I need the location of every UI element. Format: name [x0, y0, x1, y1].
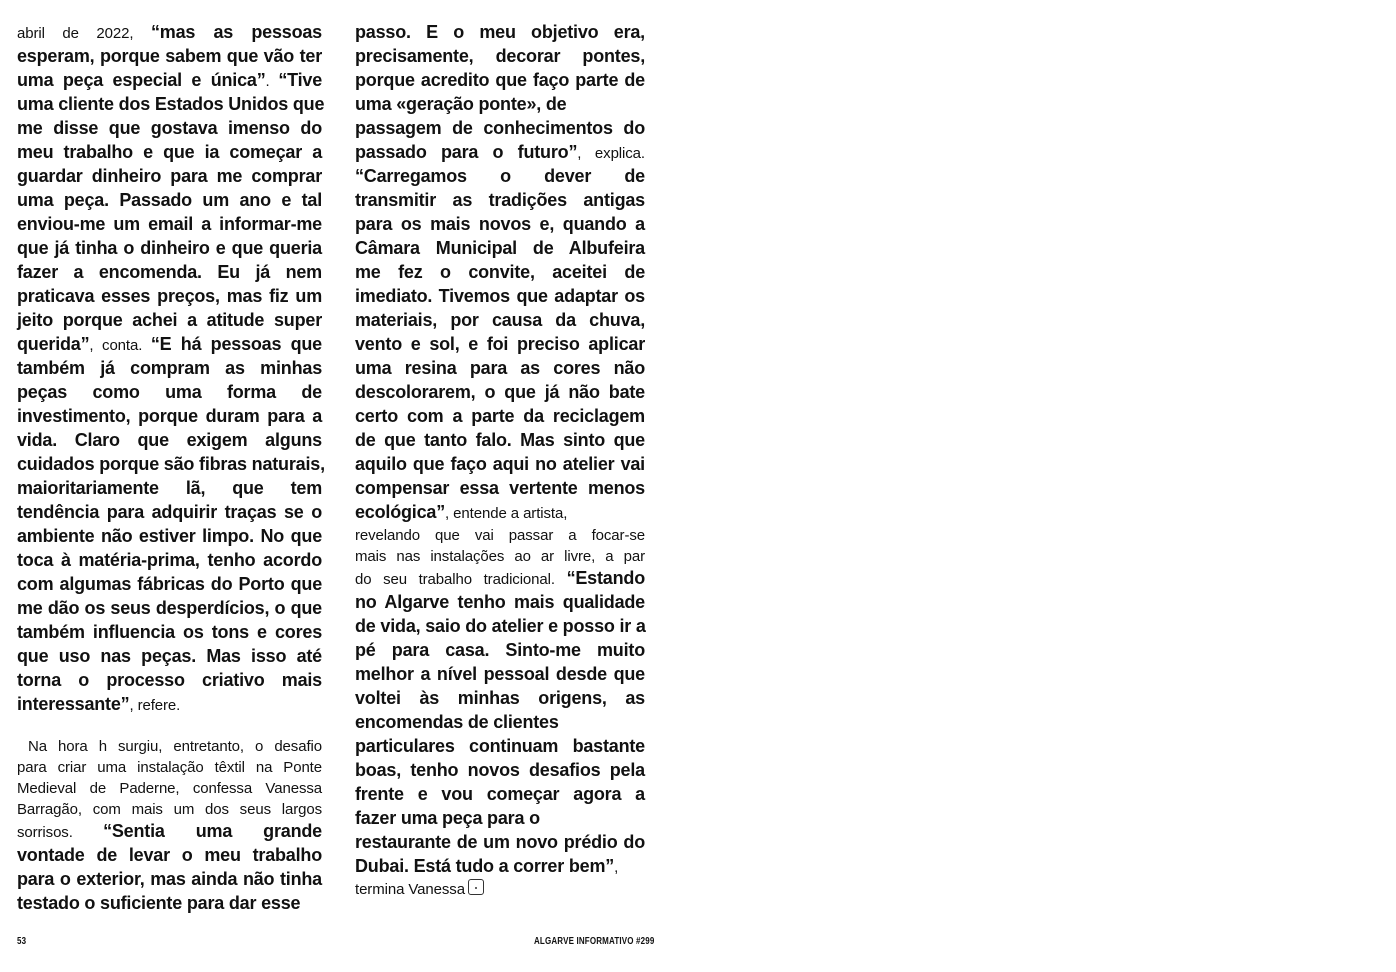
text-line — [355, 614, 645, 638]
narration-text: para criar uma instalação têxtil na Ponte — [17, 759, 322, 776]
text-line — [17, 644, 322, 668]
quote-text: investimento, porque duram para a — [17, 406, 322, 426]
quote-text: me dão os seus desperdícios, o que — [17, 598, 322, 618]
text-line — [355, 590, 645, 614]
text-line — [17, 428, 322, 452]
quote-text: me fez o convite, aceitei de — [355, 262, 645, 282]
text-line — [17, 260, 322, 284]
text-line — [355, 356, 645, 380]
quote-text: frente e vou começar agora a — [355, 784, 645, 804]
quote-text: voltei às minhas origens, as — [355, 688, 645, 708]
narration-text: , conta. — [89, 337, 151, 354]
narration-text: Na hora h surgiu, entretanto, o desafio — [28, 738, 322, 755]
text-line — [17, 867, 322, 891]
narration-text: abril de 2022, — [17, 25, 151, 42]
text-line — [17, 548, 322, 572]
quote-text: uma «geração ponte», de — [355, 94, 567, 114]
quote-text: ambiente não estiver limpo. No que — [17, 526, 322, 546]
text-line — [17, 891, 322, 915]
quote-text: que já tinha o dinheiro e que queria — [17, 238, 322, 258]
quote-text: para os mais novos e, quando a — [355, 214, 645, 234]
text-line — [17, 524, 322, 548]
quote-text: transmitir as tradições antigas — [355, 190, 645, 210]
text-line — [17, 380, 322, 404]
text-line — [17, 236, 322, 260]
text-line — [17, 500, 322, 524]
quote-text: aquilo que faço aqui no atelier vai — [355, 454, 645, 474]
text-line — [17, 284, 322, 308]
quote-text: toca à matéria-prima, tenho acordo — [17, 550, 322, 570]
quote-text: “Carregamos o dever de — [355, 166, 645, 186]
text-line — [355, 428, 645, 452]
narration-text: termina Vanessa — [355, 881, 465, 898]
quote-text: que uso nas peças. Mas isso até — [17, 646, 322, 666]
quote-text: testado o suficiente para dar esse — [17, 893, 301, 913]
quote-text: enviou-me um email a informar-me — [17, 214, 322, 234]
text-line — [355, 686, 645, 710]
quote-text: imediato. Tivemos que adaptar os — [355, 286, 645, 306]
text-line — [355, 164, 645, 188]
text-line — [17, 68, 322, 92]
quote-text: torna o processo criativo mais — [17, 670, 322, 690]
narration-text: Barragão, com mais um dos seus largos — [17, 801, 322, 818]
narration-text: mais nas instalações ao ar livre, a par — [355, 548, 645, 565]
text-line — [355, 782, 645, 806]
text-line — [17, 843, 322, 867]
quote-text: Dubai. Está tudo a correr bem” — [355, 856, 615, 876]
text-line — [17, 572, 322, 596]
text-line — [355, 638, 645, 662]
quote-text: guardar dinheiro para me comprar — [17, 166, 322, 186]
text-line — [17, 356, 322, 380]
text-line — [17, 308, 322, 332]
quote-text: passagem de conhecimentos do — [355, 118, 645, 138]
text-line — [17, 404, 322, 428]
text-line — [355, 854, 645, 878]
quote-text: “Sentia uma grande — [103, 821, 322, 841]
text-line — [355, 662, 645, 686]
text-line — [17, 188, 322, 212]
text-line — [17, 819, 322, 843]
text-line — [17, 452, 325, 476]
quote-text: praticava esses preços, mas fiz um — [17, 286, 322, 306]
text-line — [355, 20, 645, 44]
quote-text: “E há pessoas que — [150, 334, 322, 354]
quote-text: Câmara Municipal de Albufeira — [355, 238, 645, 258]
text-line — [355, 68, 645, 92]
text-line — [355, 524, 645, 545]
text-line — [355, 545, 645, 566]
quote-text: tendência para adquirir traças se o — [17, 502, 322, 522]
quote-text: materiais, por causa da chuva, — [355, 310, 645, 330]
text-line — [355, 116, 645, 140]
text-line — [355, 380, 645, 404]
quote-text: me disse que gostava imenso do — [17, 118, 322, 138]
quote-text: boas, tenho novos desafios pela — [355, 760, 645, 780]
narration-text: do seu trabalho tradicional. — [355, 571, 567, 588]
quote-text: peças como uma forma de — [17, 382, 322, 402]
text-line — [17, 44, 322, 68]
text-line — [355, 830, 645, 854]
narration-text: , explica. — [577, 145, 645, 162]
quote-text: compensar essa vertente menos — [355, 478, 645, 498]
quote-text: “Estando — [566, 568, 645, 588]
quote-text: fazer a encomenda. Eu já nem — [17, 262, 322, 282]
quote-text: no Algarve tenho mais qualidade — [355, 592, 645, 612]
text-line — [355, 452, 645, 476]
text-line — [17, 116, 322, 140]
quote-text: interessante” — [17, 694, 130, 714]
quote-text: fazer uma peça para o — [355, 808, 540, 828]
text-line — [355, 308, 645, 332]
text-line — [355, 236, 645, 260]
quote-text: meu trabalho e que ia começar a — [17, 142, 322, 162]
text-line — [355, 332, 645, 356]
narration-text: , — [614, 859, 619, 876]
text-line — [17, 332, 322, 356]
text-line — [355, 806, 645, 830]
quote-text: também já compram as minhas — [17, 358, 322, 378]
text-line — [17, 212, 322, 236]
text-line — [355, 710, 645, 734]
left-paragraph-1 — [17, 20, 325, 716]
text-line — [355, 476, 645, 500]
text-line — [17, 92, 325, 116]
quote-text: vento e sol, e foi preciso aplicar — [355, 334, 645, 354]
text-line — [355, 500, 645, 524]
text-line — [355, 758, 645, 782]
narration-text: . — [265, 73, 279, 90]
text-line — [355, 566, 645, 590]
quote-text: uma peça. Passado um ano e tal — [17, 190, 322, 210]
quote-text: com algumas fábricas do Porto que — [17, 574, 322, 594]
right-paragraph — [355, 20, 645, 899]
left-paragraph-2 — [17, 735, 322, 915]
narration-text: Medieval de Paderne, confessa Vanessa — [17, 780, 322, 797]
quote-text: para o exterior, mas ainda não tinha — [17, 869, 322, 889]
quote-text: de vida, saio do atelier e posso ir a — [355, 616, 646, 636]
text-line — [355, 92, 645, 116]
quote-text: uma cliente dos Estados Unidos que — [17, 94, 325, 114]
text-line — [17, 476, 322, 500]
quote-text: passado para o futuro” — [355, 142, 578, 162]
text-line — [355, 212, 645, 236]
quote-text: também influencia os tons e cores — [17, 622, 322, 642]
narration-text: , refere. — [129, 697, 181, 714]
quote-text: descolorarem, o que já não bate — [355, 382, 645, 402]
text-line — [17, 692, 322, 716]
quote-text: restaurante de um novo prédio do — [355, 832, 645, 852]
quote-text: vontade de levar o meu trabalho — [17, 845, 322, 865]
quote-text: querida” — [17, 334, 90, 354]
quote-text: encomendas de clientes — [355, 712, 559, 732]
quote-text: pé para casa. Sinto-me muito — [355, 640, 645, 660]
text-line — [17, 798, 322, 819]
text-line — [17, 756, 322, 777]
page-number: 53 — [17, 936, 27, 947]
narration-text: sorrisos. — [17, 824, 104, 841]
text-line — [17, 140, 322, 164]
left-column — [17, 20, 325, 915]
quote-text: esperam, porque sabem que vão ter — [17, 46, 322, 66]
text-line — [355, 284, 645, 308]
quote-text: porque acredito que faço parte de — [355, 70, 645, 90]
quote-text: jeito porque achei a atitude super — [17, 310, 322, 330]
text-line — [17, 735, 322, 756]
quote-text: cuidados porque são fibras naturais, — [17, 454, 325, 474]
quote-text: uma resina para as cores não — [355, 358, 645, 378]
text-line — [355, 734, 645, 758]
end-of-article-icon — [468, 879, 484, 895]
narration-text: revelando que vai passar a focar-se — [355, 527, 645, 544]
text-line — [17, 668, 322, 692]
paragraph-gap — [17, 716, 322, 735]
text-line — [355, 44, 645, 68]
text-line — [355, 188, 645, 212]
text-line — [17, 164, 322, 188]
quote-text: ecológica” — [355, 502, 446, 522]
quote-text: de que tanto falo. Mas sinto que — [355, 430, 645, 450]
right-column — [355, 20, 645, 899]
quote-text: uma peça especial e única” — [17, 70, 266, 90]
text-line — [355, 404, 645, 428]
text-line — [355, 260, 645, 284]
quote-text: particulares continuam bastante — [355, 736, 645, 756]
text-line — [355, 878, 645, 899]
publication-footer: ALGARVE INFORMATIVO #299 — [534, 936, 655, 947]
text-line — [17, 20, 322, 44]
quote-text: melhor a nível pessoal desde que — [355, 664, 645, 684]
quote-text: certo com a parte da reciclagem — [355, 406, 645, 426]
text-line — [17, 596, 322, 620]
quote-text: vida. Claro que exigem alguns — [17, 430, 322, 450]
text-line — [17, 620, 322, 644]
quote-text: precisamente, decorar pontes, — [355, 46, 645, 66]
quote-text: passo. E o meu objetivo era, — [355, 22, 645, 42]
text-line — [355, 140, 645, 164]
quote-text: “Tive — [278, 70, 323, 90]
text-line — [17, 777, 322, 798]
quote-text: “mas as pessoas — [150, 22, 322, 42]
quote-text: maioritariamente lã, que tem — [17, 478, 322, 498]
narration-text: , entende a artista, — [445, 505, 568, 522]
